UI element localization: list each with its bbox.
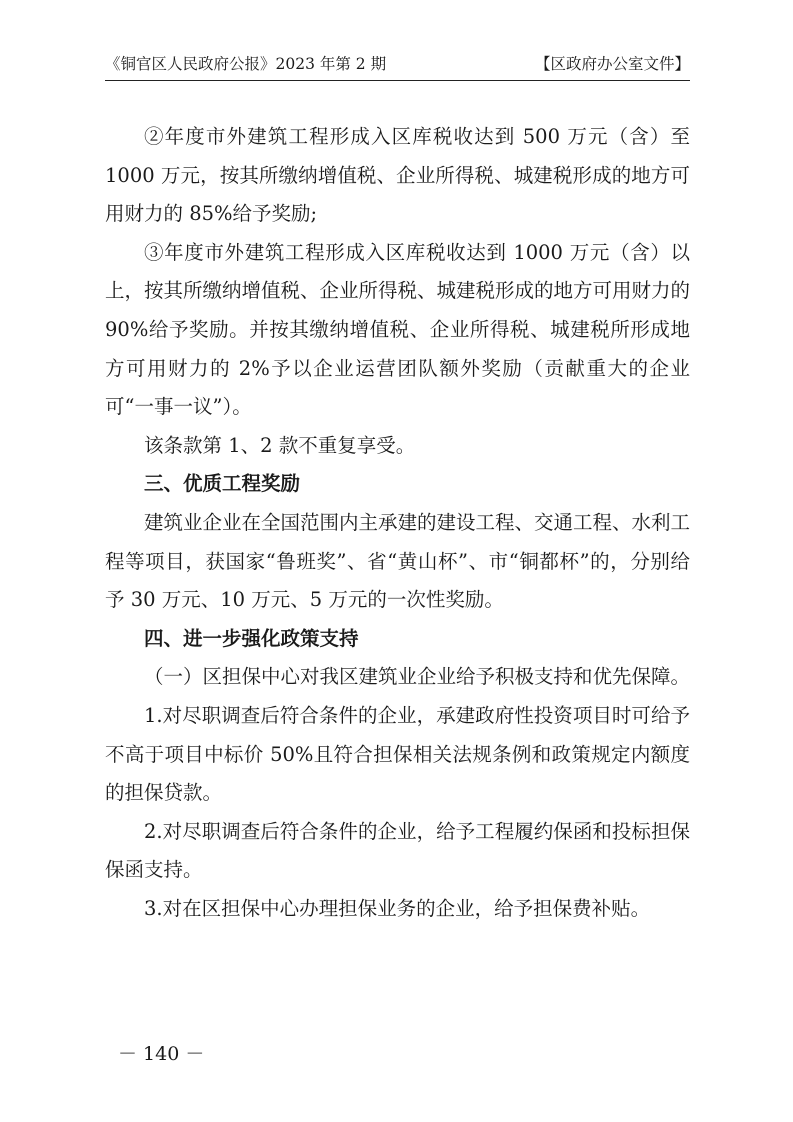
paragraph-tier-3-reward: ③年度市外建筑工程形成入区库税收达到 1000 万元（含）以上，按其所缴纳增值税、企业所得税、城建税形成的地方可用财力的 90%给予奖励。并按其缴纳增值税、企业所得税、城建税所形成地方可用财力的 2%予以企业运营团队额外奖励（贡献重大的企业可“一事一议”）。	[105, 240, 691, 419]
paragraph-guarantee-loan: 1.对尽职调查后符合条件的企业，承建政府性投资项目时可给予不高于项目中标价 50%且符合担保相关法规条例和政策规定内额度的担保贷款。	[105, 703, 690, 805]
paragraph-performance-bond: 2.对尽职调查后符合条件的企业，给予工程履约保函和投标担保保函支持。	[105, 819, 690, 882]
section-heading-policy-support: 四、进一步强化政策支持	[144, 626, 359, 650]
header-publication-title: 《铜官区人民政府公报》2023 年第 2 期	[105, 55, 387, 73]
section-heading-quality-award: 三、优质工程奖励	[144, 472, 301, 496]
page-header	[105, 52, 690, 76]
paragraph-tier-2-reward: ②年度市外建筑工程形成入区库税收达到 500 万元（含）至 1000 万元，按其所缴纳增值税、企业所得税、城建税形成的地方可用财力的 85%给予奖励;	[105, 125, 690, 226]
paragraph-quality-award: 建筑业企业在全国范围内主承建的建设工程、交通工程、水利工程等项目，获国家“鲁班奖”、省“黄山杯”、市“铜都杯”的，分别给予 30 万元、10 万元、5 万元的一次性奖励。	[105, 510, 691, 612]
document-body	[105, 118, 690, 928]
header-section-label: 【区政府办公室文件】	[534, 55, 690, 73]
header-divider	[105, 80, 690, 81]
paragraph-no-duplicate-note: 该条款第 1、2 款不重复享受。	[144, 433, 416, 457]
paragraph-fee-subsidy: 3.对在区担保中心办理担保业务的企业，给予担保费补贴。	[144, 896, 651, 920]
page-number: － 140 －	[118, 1043, 205, 1065]
paragraph-guarantee-center: （一）区担保中心对我区建筑业企业给予积极支持和优先保障。	[144, 665, 691, 689]
